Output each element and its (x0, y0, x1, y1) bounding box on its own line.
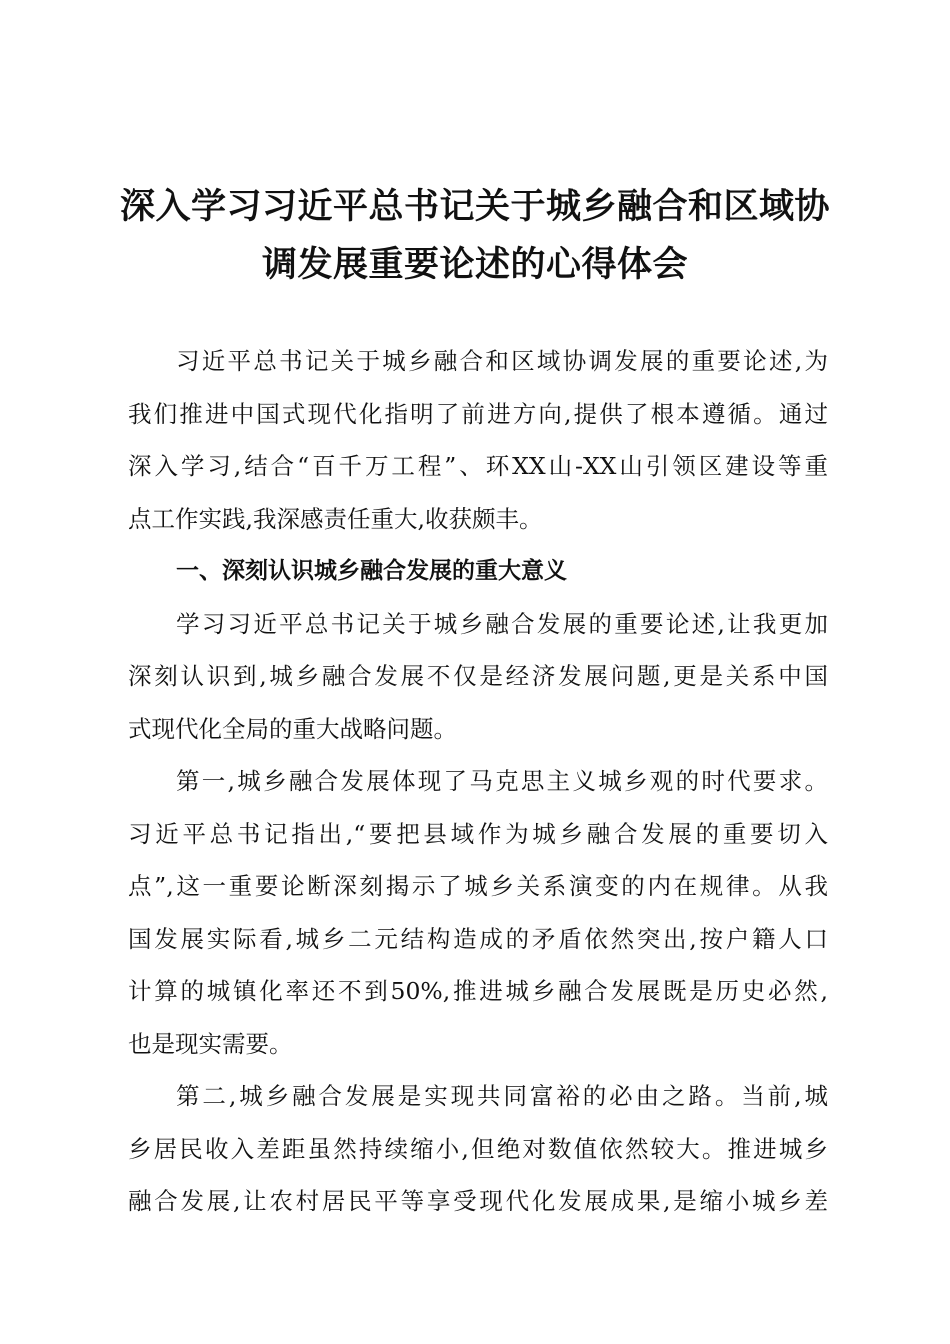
body-paragraph (128, 755, 828, 1070)
text-line: 乡居民收入差距虽然持续缩小,但绝对数值依然较大。推进城乡 (128, 1134, 828, 1163)
text-line: 也是现实需要。 (128, 1029, 293, 1058)
document-body (128, 335, 828, 1228)
text-line: 习近平总书记关于城乡融合和区域协调发展的重要论述,为 (176, 347, 828, 375)
document-title (110, 178, 840, 294)
section-heading: 一、深刻认识城乡融合发展的重大意义 (176, 558, 567, 584)
text-line: 学习习近平总书记关于城乡融合发展的重要论述,让我更加 (176, 609, 828, 638)
text-line: 第一,城乡融合发展体现了马克思主义城乡观的时代要求。 (176, 767, 828, 795)
body-paragraph (128, 598, 828, 756)
text-line: 习近平总书记指出,“要把县域作为城乡融合发展的重要切入 (128, 819, 828, 848)
title-line: 深入学习习近平总书记关于城乡融合和区域协 (119, 187, 830, 227)
section-heading-paragraph (128, 545, 828, 598)
text-line: 点”,这一重要论断深刻揭示了城乡关系演变的内在规律。从我 (128, 872, 828, 900)
text-line: 第二,城乡融合发展是实现共同富裕的必由之路。当前,城 (176, 1082, 828, 1110)
body-paragraph (128, 1070, 828, 1228)
text-line: 国发展实际看,城乡二元结构造成的矛盾依然突出,按户籍人口 (128, 924, 828, 953)
text-line: 式现代化全局的重大战略问题。 (128, 714, 457, 743)
intro-paragraph (128, 335, 828, 545)
text-line: 点工作实践,我深感责任重大,收获颇丰。 (128, 504, 543, 533)
text-line: 深刻认识到,城乡融合发展不仅是经济发展问题,更是关系中国 (128, 662, 828, 690)
text-line: 融合发展,让农村居民平等享受现代化发展成果,是缩小城乡差 (128, 1187, 828, 1215)
text-line: 我们推进中国式现代化指明了前进方向,提供了根本遵循。通过 (128, 399, 828, 428)
text-line: 深入学习,结合“百千万工程”、环XX山-XX山引领区建设等重 (128, 452, 828, 480)
title-line: 调发展重要论述的心得体会 (261, 245, 688, 285)
text-line: 计算的城镇化率还不到50%,推进城乡融合发展既是历史必然, (128, 977, 828, 1005)
